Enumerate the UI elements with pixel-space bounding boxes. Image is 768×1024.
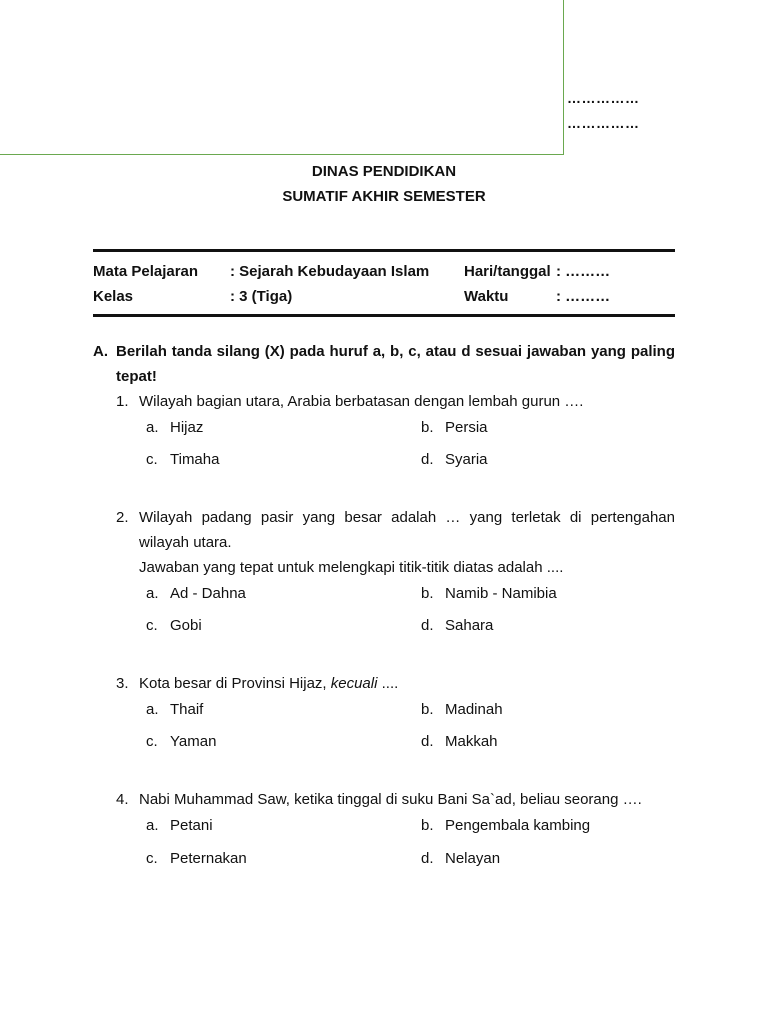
q2-option-b[interactable] — [421, 585, 557, 602]
q2-option-c[interactable] — [146, 617, 202, 634]
q3-option-d[interactable] — [421, 733, 498, 750]
option-text: Hijaz — [170, 419, 204, 436]
question-text: Wilayah bagian utara, Arabia berbatasan dengan lembah gurun …. — [139, 393, 584, 410]
q1-option-c[interactable] — [146, 451, 219, 468]
option-letter: a. — [146, 419, 159, 436]
q3-option-b[interactable] — [421, 701, 503, 718]
question-text-emphasis: kecuali — [330, 675, 378, 692]
question-2 — [116, 505, 675, 580]
header-box — [0, 0, 564, 155]
q1-option-b[interactable] — [421, 419, 488, 436]
subject-label: Mata Pelajaran — [93, 263, 199, 280]
question-text: Nabi Muhammad Saw, ketika tinggal di suku Bani Sa`ad, beliau seorang …. — [139, 791, 642, 808]
question-4 — [116, 787, 675, 812]
option-text: Pengembala kambing — [445, 817, 591, 834]
document-subtitle: SUMATIF AKHIR SEMESTER — [282, 188, 486, 205]
time-value: : ……… — [556, 288, 611, 305]
q3-option-c[interactable] — [146, 733, 216, 750]
question-text: Wilayah padang pasir yang besar adalah … yang terletak di pertengahan wilayah utara. — [139, 509, 675, 551]
option-text: Petani — [170, 817, 213, 834]
header-dots-2: …………… — [567, 115, 640, 131]
option-letter: b. — [421, 701, 434, 718]
instruction-text: Berilah tanda silang (X) pada huruf a, b, c, atau d sesuai jawaban yang paling tepat! — [116, 343, 675, 385]
bottom-rule — [93, 314, 675, 317]
q1-option-d[interactable] — [421, 451, 488, 468]
option-letter: a. — [146, 585, 159, 602]
option-text: Makkah — [445, 733, 498, 750]
q2-option-d[interactable] — [421, 617, 493, 634]
option-letter: d. — [421, 733, 434, 750]
q3-option-a[interactable] — [146, 701, 203, 718]
option-text: Madinah — [445, 701, 503, 718]
day-value: : ……… — [556, 263, 611, 280]
option-text: Ad - Dahna — [170, 585, 246, 602]
class-value: : 3 (Tiga) — [230, 288, 293, 305]
option-text: Namib - Namibia — [445, 585, 557, 602]
subject-value: : Sejarah Kebudayaan Islam — [230, 263, 430, 280]
q4-option-d[interactable] — [421, 850, 500, 867]
top-rule — [93, 249, 675, 252]
option-letter: a. — [146, 701, 159, 718]
q4-option-b[interactable] — [421, 817, 590, 834]
q4-option-a[interactable] — [146, 817, 213, 834]
option-text: Nelayan — [445, 850, 501, 867]
day-label: Hari/tanggal — [464, 263, 551, 280]
option-letter: a. — [146, 817, 159, 834]
question-number: 4. — [116, 791, 129, 808]
option-text: Sahara — [445, 617, 494, 634]
option-letter: c. — [146, 850, 158, 867]
option-text: Yaman — [170, 733, 217, 750]
option-letter: b. — [421, 585, 434, 602]
option-letter: d. — [421, 617, 434, 634]
option-text: Thaif — [170, 701, 204, 718]
option-letter: d. — [421, 451, 434, 468]
option-letter: c. — [146, 733, 158, 750]
q1-option-a[interactable] — [146, 419, 203, 436]
q4-option-c[interactable] — [146, 850, 247, 867]
option-text: Peternakan — [170, 850, 247, 867]
question-1 — [116, 389, 675, 414]
option-letter: c. — [146, 451, 158, 468]
option-text: Syaria — [445, 451, 488, 468]
header-dots-1: …………… — [567, 90, 640, 106]
section-instruction — [93, 339, 675, 389]
option-text: Timaha — [170, 451, 220, 468]
option-letter: b. — [421, 817, 434, 834]
question-3 — [116, 671, 675, 696]
option-letter: c. — [146, 617, 158, 634]
option-text: Gobi — [170, 617, 202, 634]
document-title: DINAS PENDIDIKAN — [311, 163, 457, 180]
question-number: 1. — [116, 393, 129, 410]
question-text-2: Jawaban yang tepat untuk melengkapi titik-titik diatas adalah .... — [139, 559, 564, 576]
option-text: Persia — [445, 419, 488, 436]
question-number: 2. — [116, 509, 129, 526]
time-label: Waktu — [464, 288, 509, 305]
section-letter: A. — [93, 343, 108, 360]
q2-option-a[interactable] — [146, 585, 246, 602]
question-text-pre: Kota besar di Provinsi Hijaz, — [139, 675, 331, 692]
question-text — [139, 671, 675, 696]
option-letter: d. — [421, 850, 434, 867]
question-number: 3. — [116, 675, 129, 692]
class-label: Kelas — [93, 288, 134, 305]
option-letter: b. — [421, 419, 434, 436]
question-text-post: .... — [377, 675, 399, 692]
